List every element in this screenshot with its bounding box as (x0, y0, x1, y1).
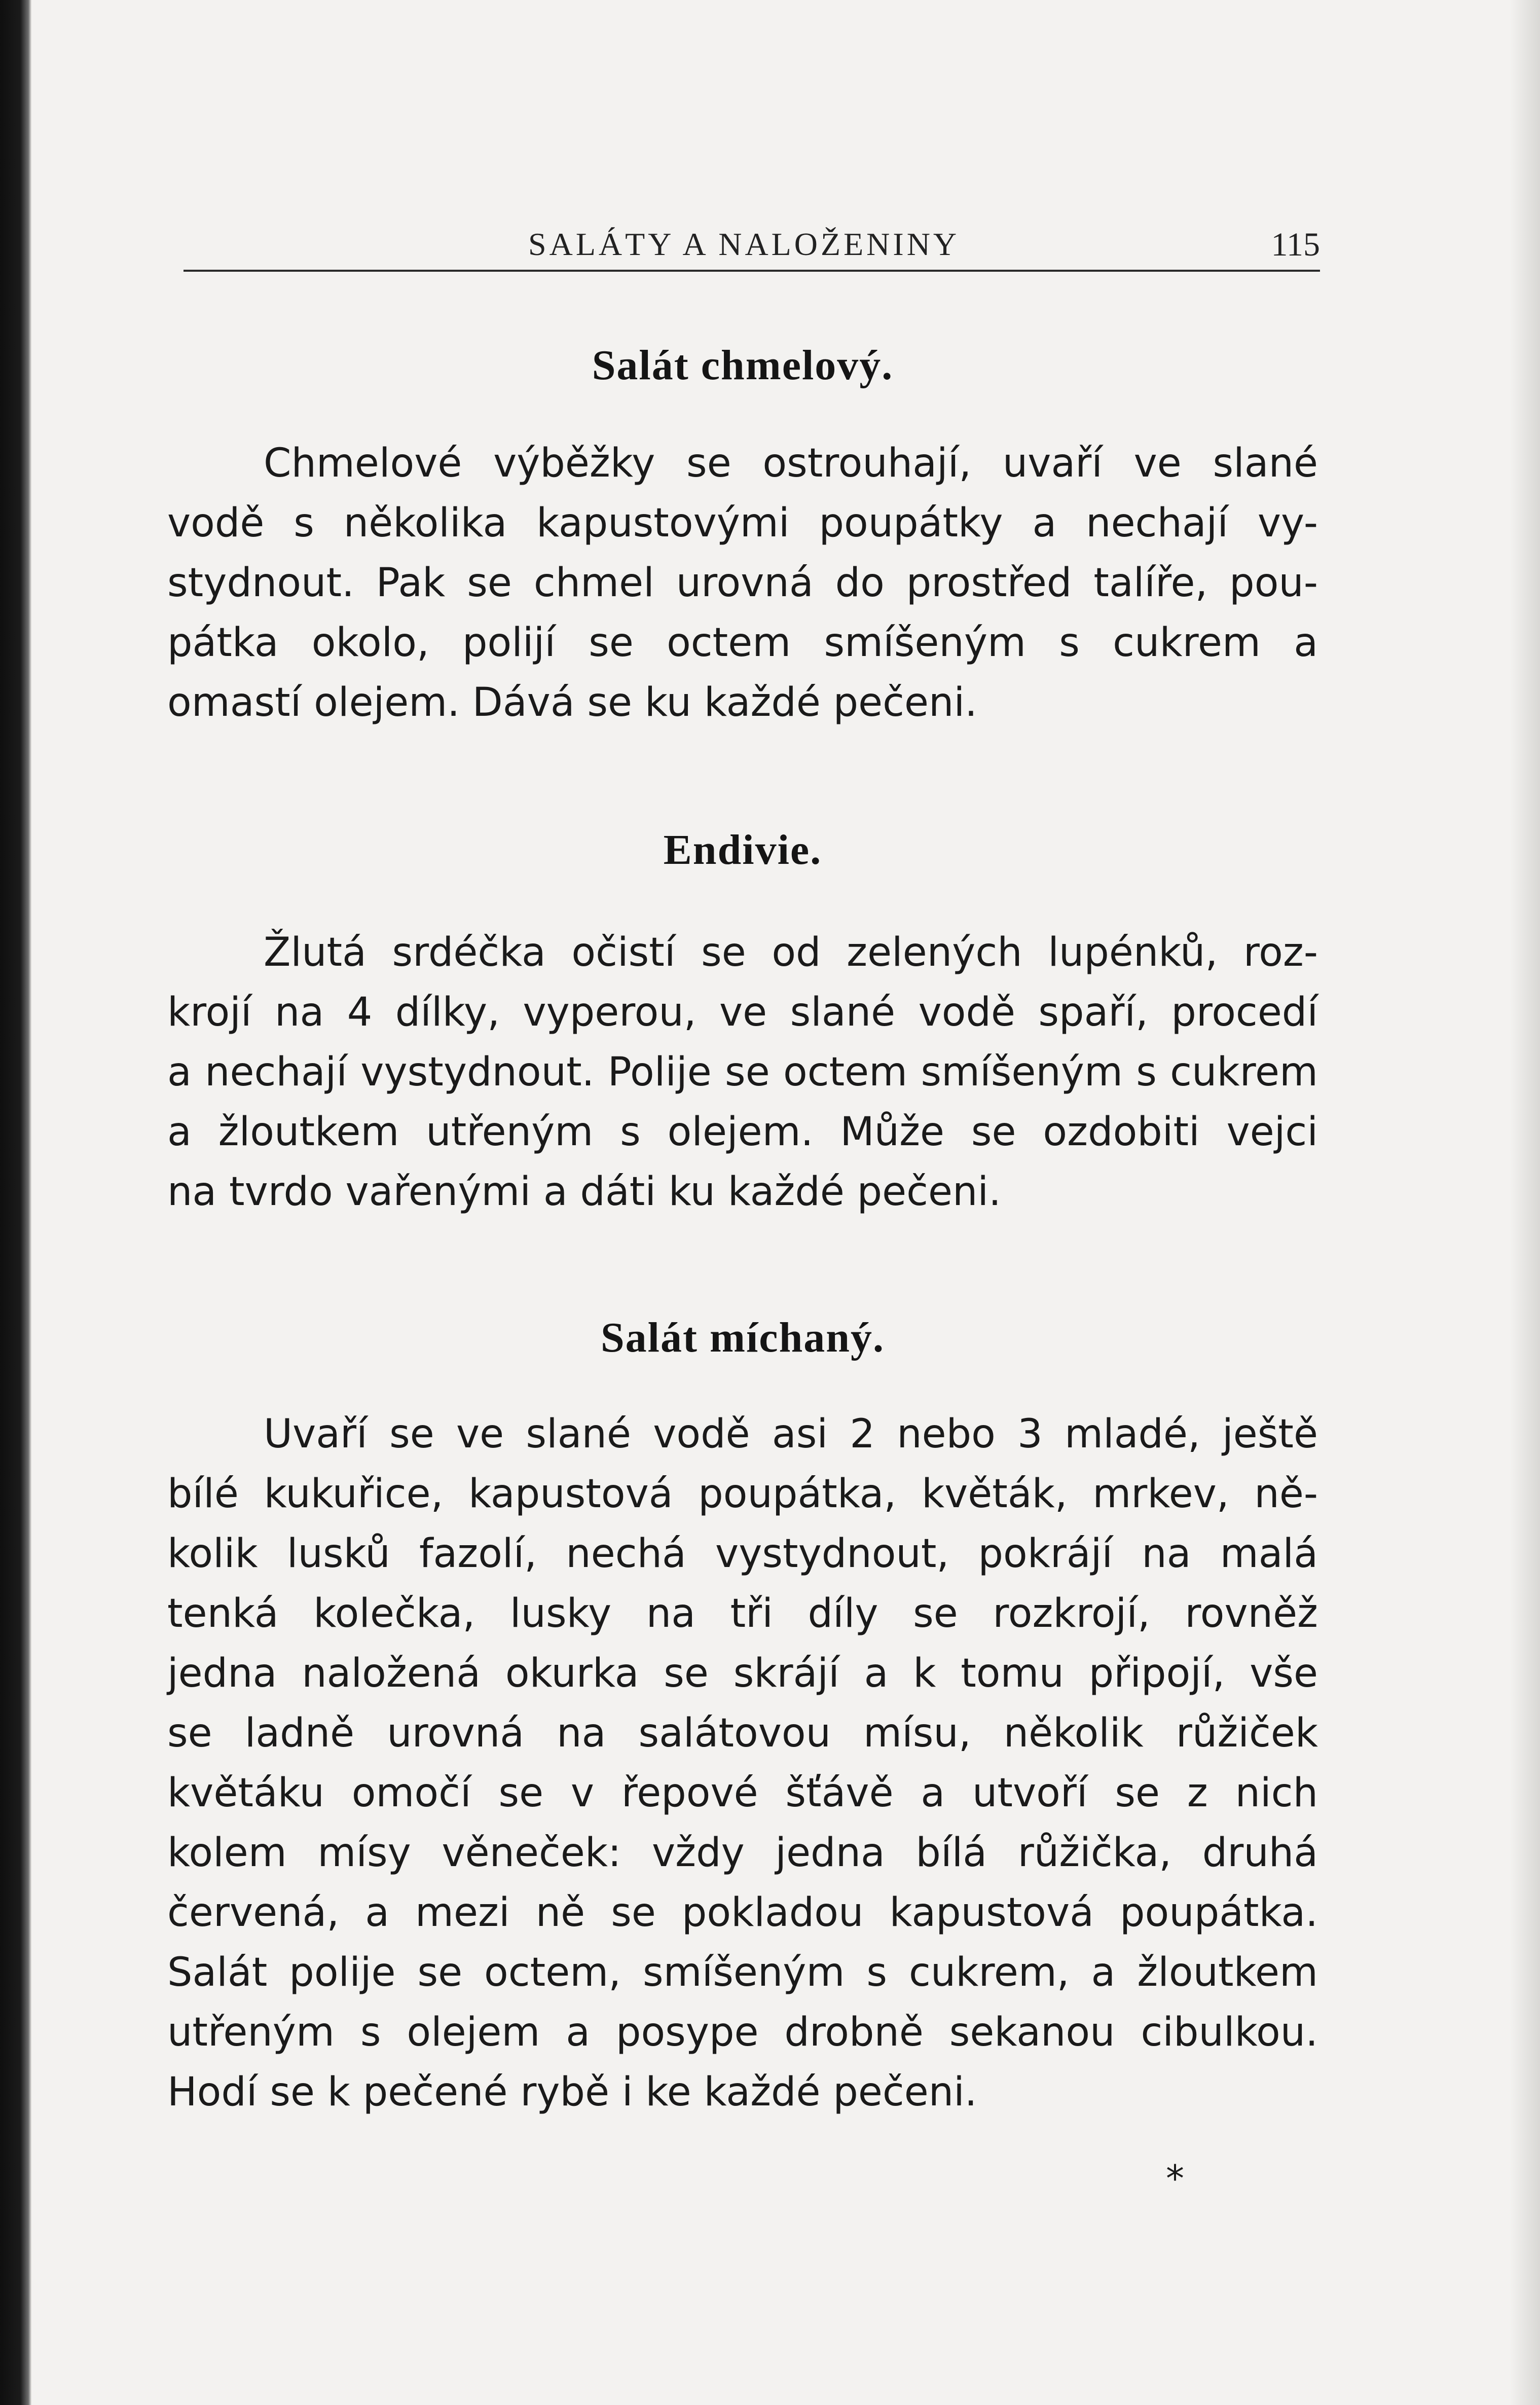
binding-edge (0, 0, 31, 2405)
text-line: tenká kolečka, lusky na tři díly se rozkrojí, rovněž (167, 1591, 1318, 1636)
text-line: se ladně urovná na salátovou mísu, několik růžiček (167, 1710, 1318, 1756)
running-head: SALÁTY A NALOŽENINY (528, 226, 960, 262)
section-title-salat-michany: Salát míchaný. (600, 1314, 885, 1361)
text-line: kolik lusků fazolí, nechá vystydnout, pokrájí na malá (167, 1531, 1318, 1577)
text-line: kolem mísy věneček: vždy jedna bílá růžička, druhá (167, 1830, 1318, 1876)
text-line: bílé kukuřice, kapustová poupátka, květák, mrkev, ně- (167, 1471, 1318, 1517)
text-line: pátka okolo, polijí se octem smíšeným s cukrem a (167, 620, 1318, 666)
text-line: Hodí se k pečené rybě i ke každé pečeni. (167, 2069, 977, 2115)
text-line: omastí olejem. Dává se ku každé pečeni. (167, 680, 977, 725)
text-line: Chmelové výběžky se ostrouhají, uvaří ve slané (264, 441, 1318, 486)
text-line: a nechají vystydnout. Polije se octem smíšeným s cukrem (167, 1049, 1318, 1095)
section-title-salat-chmelovy: Salát chmelový. (592, 342, 894, 389)
text-line: Žlutá srdéčka očistí se od zelených lupénků, roz- (264, 930, 1318, 975)
section-body-salat-chmelovy (167, 433, 1318, 733)
header-rule (184, 270, 1320, 272)
text-line: Salát polije se octem, smíšeným s cukrem, a žloutkem (167, 1950, 1318, 1995)
text-line: utřeným s olejem a posype drobně sekanou cibulkou. (167, 2010, 1318, 2055)
section-body-salat-michany (167, 1404, 1318, 2122)
text-line: květáku omočí se v řepové šťávě a utvoří se z nich (167, 1770, 1318, 1816)
text-line: krojí na 4 dílky, vyperou, ve slané vodě spaří, procedí (167, 990, 1318, 1035)
text-line: Uvaří se ve slané vodě asi 2 nebo 3 mladé, ještě (264, 1411, 1318, 1457)
section-body-endivie (167, 923, 1318, 1222)
page-edge-shadow (1510, 0, 1540, 2405)
page-number: 115 (1271, 226, 1320, 263)
text-line: červená, a mezi ně se pokladou kapustová poupátka. (167, 1890, 1318, 1936)
page-header (184, 215, 1320, 276)
text-line: na tvrdo vařenými a dáti ku každé pečeni. (167, 1169, 1001, 1215)
text-line: stydnout. Pak se chmel urovná do prostřed talíře, pou- (167, 560, 1318, 606)
section-title-endivie: Endivie. (663, 826, 822, 873)
text-line: vodě s několika kapustovými poupátky a nechají vy- (167, 500, 1318, 546)
text-line: a žloutkem utřeným s olejem. Může se ozdobiti vejci (167, 1109, 1318, 1155)
end-ornament: * (1166, 2157, 1184, 2200)
text-line: jedna naložená okurka se skrájí a k tomu připojí, vše (167, 1651, 1318, 1696)
